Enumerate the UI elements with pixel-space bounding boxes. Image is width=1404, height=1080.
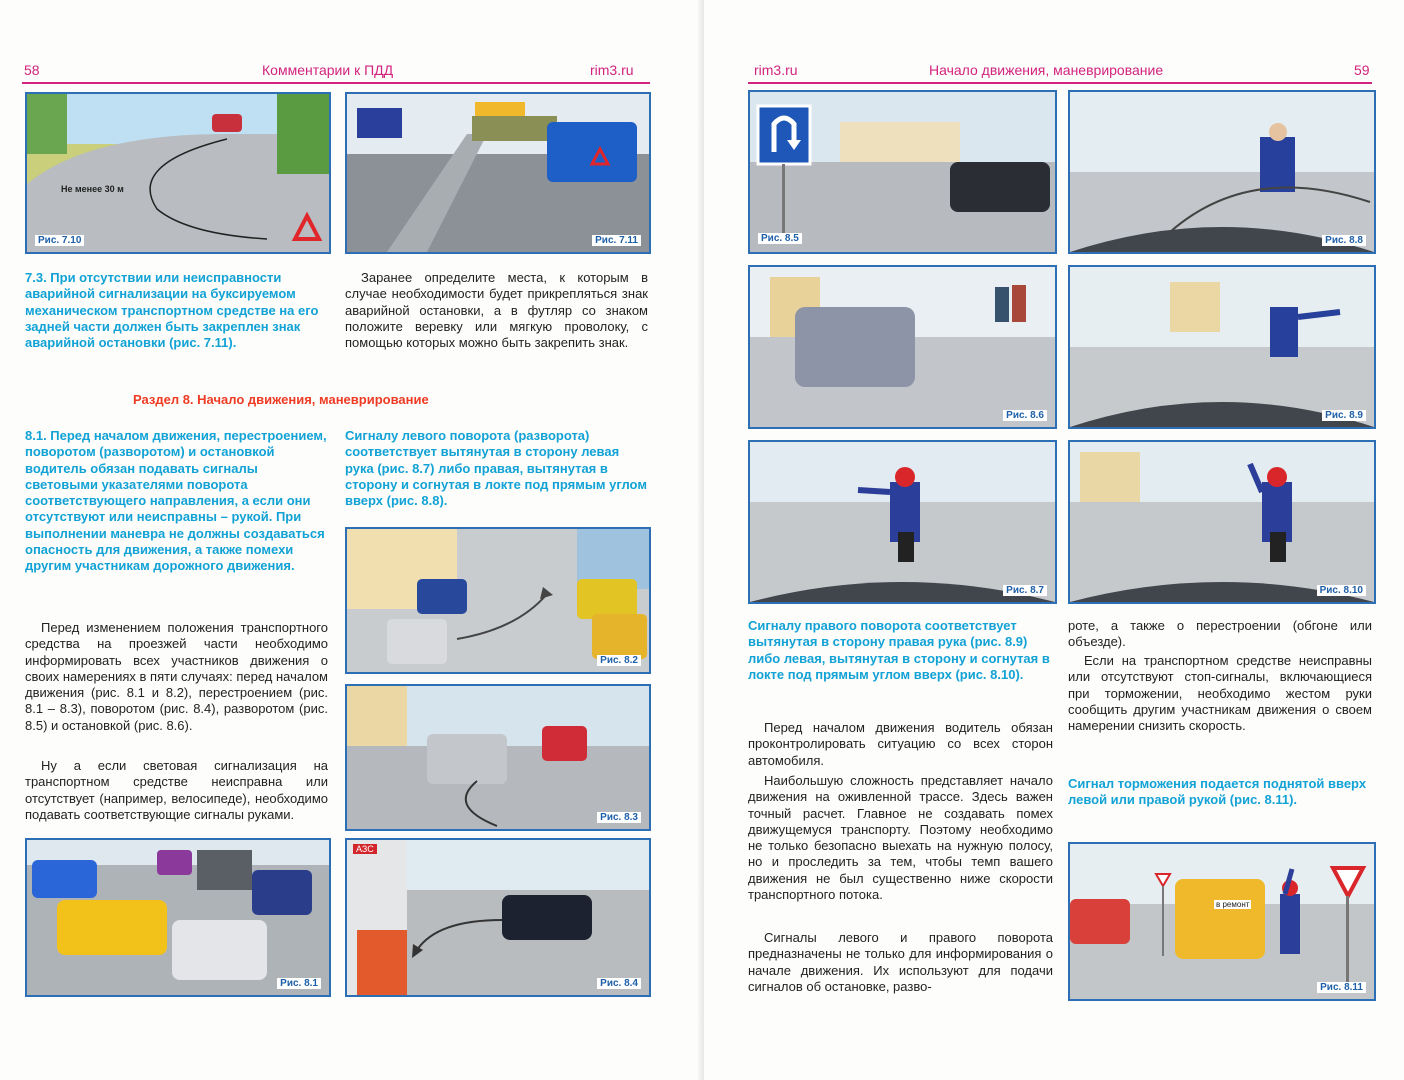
- caption-8-8: Рис. 8.8: [1322, 235, 1366, 246]
- left-page: [0, 0, 700, 1080]
- header-rule-left: [22, 82, 650, 84]
- figure-8-4: [345, 838, 651, 997]
- running-title-right: Начало движения, маневрирование: [929, 62, 1164, 78]
- figure-8-6: [748, 265, 1057, 429]
- page-number-left: 58: [24, 62, 40, 78]
- figure-7-10: [25, 92, 331, 254]
- body-text-2: Ну а если световая сигнализация на транспортном средстве неисправна или отсутствует (например, велосипеде), необходимо подавать соответствующие сигналы руками.: [25, 758, 328, 822]
- figure-8-7: [748, 440, 1057, 604]
- figure-8-5: [748, 90, 1057, 254]
- figure-8-9: [1068, 265, 1376, 429]
- page-number-right: 59: [1354, 62, 1370, 78]
- caption-8-5: Рис. 8.5: [758, 233, 802, 244]
- figure-8-11: [1068, 842, 1376, 1001]
- caption-8-4: Рис. 8.4: [597, 978, 641, 989]
- figure-8-2: [345, 527, 651, 674]
- caption-8-9: Рис. 8.9: [1322, 410, 1366, 421]
- right-page: [704, 0, 1404, 1080]
- section-8-title: Раздел 8. Начало движения, маневрирование: [133, 392, 429, 407]
- body-text-3: Перед началом движения водитель обязан проконтролировать ситуацию со всех сторон автомобиля.: [748, 720, 1053, 768]
- running-title-left: Комментарии к ПДД: [262, 62, 394, 78]
- body-text-7: Если на транспортном средстве неисправны или отсутствуют стоп-сигналы, включающиеся при торможении, необходимо жестом руки сообщить другим участникам движения о своем намерении снизить скорость.: [1068, 653, 1372, 734]
- rule-braking: Сигнал торможения подается поднятой вверх левой или правой рукой (рис. 8.11).: [1068, 776, 1367, 808]
- repair-sign: в ремонт: [1216, 900, 1250, 909]
- rule-left-turn: Сигналу левого поворота (разворота) соответствует вытянутая в сторону левая рука (рис. 8.7) либо правая, вытянутая в сторону и согнутая в локте под прямым углом вверх (рис. 8.8).: [345, 428, 647, 509]
- note-7-3: Заранее определите места, к которым в случае необходимости будет прикрепляться знак аварийной остановки, а в футляр со знаком положите веревку или мягкую проволоку, с помощью которых можно быть закрепить знак.: [345, 270, 648, 351]
- header-rule-right: [748, 82, 1372, 84]
- caption-8-10: Рис. 8.10: [1317, 585, 1366, 596]
- fuel-station-sign: АЗС: [353, 844, 377, 854]
- caption-8-2: Рис. 8.2: [597, 655, 641, 666]
- body-text-6: роте, а также о перестроении (обгоне или объезде).: [1068, 618, 1372, 650]
- site-url-left: rim3.ru: [590, 62, 634, 78]
- caption-7-11: Рис. 7.11: [592, 235, 641, 246]
- figure-8-3: [345, 684, 651, 831]
- body-text-4: Наибольшую сложность представляет начало движения на оживленной трассе. Здесь важен точный расчет. Главное не создавать помех движущемуся транспорту. Поэтому необходимо не только безопасно выехать на нужную полосу, но и проследить за тем, чтобы темп вашего движения не был существенно ниже скорости транспортного потока.: [748, 773, 1053, 903]
- figure-8-10: [1068, 440, 1376, 604]
- rule-7-3: 7.3. При отсутствии или неисправности аварийной сигнализации на буксируемом механическом транспортном средстве на его задней части должен быть закреплен знак аварийной остановки (рис. 7.11).: [25, 270, 319, 351]
- caption-8-6: Рис. 8.6: [1003, 410, 1047, 421]
- rule-right-turn: Сигналу правого поворота соответствует вытянутая в сторону правая рука (рис. 8.9) либо левая, вытянутая в сторону и согнутая в локте под прямым углом вверх (рис. 8.10).: [748, 618, 1050, 682]
- caption-8-3: Рис. 8.3: [597, 812, 641, 823]
- distance-label: Не менее 30 м: [61, 184, 124, 194]
- figure-8-1: [25, 838, 331, 997]
- figure-7-11: [345, 92, 651, 254]
- caption-8-11: Рис. 8.11: [1317, 982, 1366, 993]
- figure-8-8: [1068, 90, 1376, 254]
- caption-8-7: Рис. 8.7: [1003, 585, 1047, 596]
- body-text-5: Сигналы левого и правого поворота предназначены не только для информирования о начале движения. Их используют для подачи сигналов об остановке, разво-: [748, 930, 1053, 994]
- caption-7-10: Рис. 7.10: [35, 235, 84, 246]
- body-text-1: Перед изменением положения транспортного средства на проезжей части необходимо информировать всех участников движения о своих намерениях в пяти случаях: перед началом движения (рис. 8.1 и 8.2), перестроением (рис. 8.1 – 8.3), поворотом (рис. 8.4), разворотом (рис. 8.5) и остановкой (рис. 8.6).: [25, 620, 328, 733]
- caption-8-1: Рис. 8.1: [277, 978, 321, 989]
- site-url-right: rim3.ru: [754, 62, 798, 78]
- rule-8-1: 8.1. Перед началом движения, перестроением, поворотом (разворотом) и остановкой водитель обязан подавать сигналы световыми указателями поворота соответствующего направления, а если они отсутствуют или неисправны – рукой. При выполнении маневра не должны создаваться опасность для движения, а также помехи другим участникам дорожного движения.: [25, 428, 327, 574]
